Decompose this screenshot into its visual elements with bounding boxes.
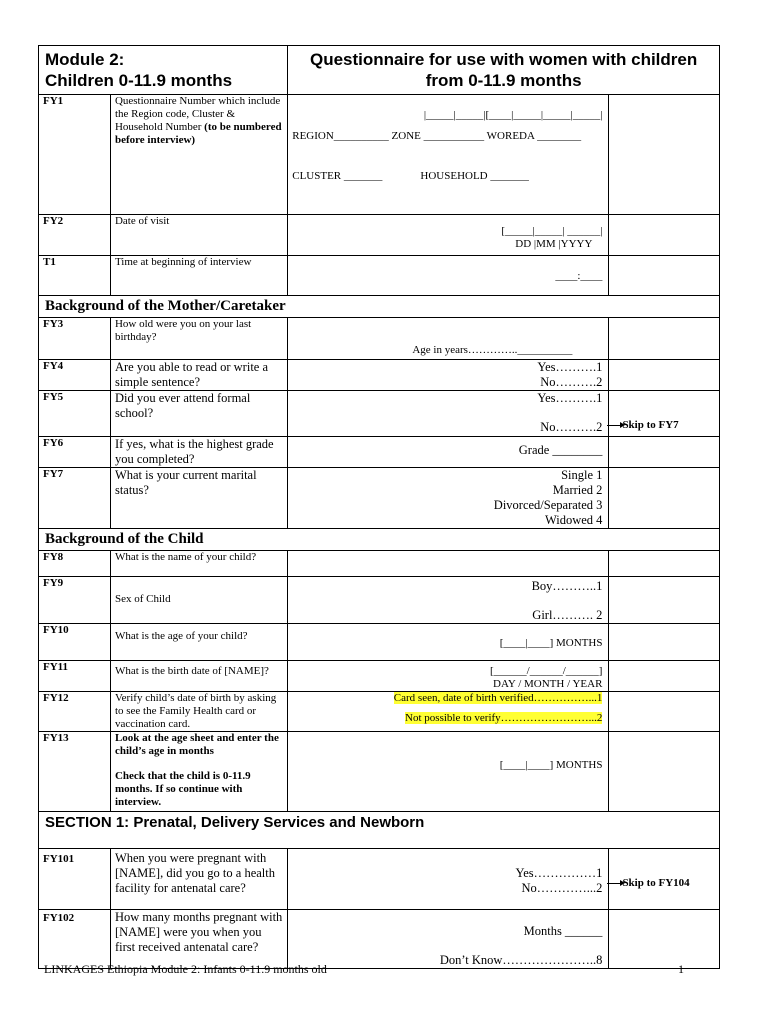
row-fy1 xyxy=(39,95,720,215)
row-fy4 xyxy=(39,360,720,391)
module-line-2: Children 0-11.9 months xyxy=(45,71,233,90)
answer-cell[interactable] xyxy=(288,692,609,732)
answer-cell[interactable] xyxy=(288,468,609,529)
question-code: FY3 xyxy=(39,318,111,360)
module-title xyxy=(39,46,288,95)
answer-cell[interactable] xyxy=(288,732,609,812)
skip-cell xyxy=(609,256,720,296)
row-fy3 xyxy=(39,318,720,360)
skip-cell xyxy=(609,215,720,256)
skip-cell xyxy=(609,318,720,360)
question-code: FY12 xyxy=(39,692,111,732)
answer-cell[interactable] xyxy=(288,577,609,624)
question-code: FY101 xyxy=(39,849,111,910)
question-text: Time at beginning of interview xyxy=(110,256,287,296)
grade-field[interactable]: Grade ________ xyxy=(518,443,603,457)
section-heading-1: SECTION 1: Prenatal, Delivery Services and Newborn xyxy=(39,812,720,849)
cluster-field[interactable]: CLUSTER _______ xyxy=(292,170,383,182)
question-bold: (to be numbered before interview) xyxy=(114,121,282,146)
section-heading-mother: Background of the Mother/Caretaker xyxy=(39,296,720,318)
question-text: When you were pregnant with [NAME], did you go to a health facility for antenatal care? xyxy=(110,849,287,910)
option-no[interactable]: No……….2 xyxy=(540,375,603,389)
page-footer xyxy=(44,962,684,977)
question-text xyxy=(110,661,287,692)
answer-cell[interactable] xyxy=(288,551,609,577)
questionnaire-table xyxy=(38,45,720,969)
instruction-check-age: Check that the child is 0-11.9 months. If so continue with interview. xyxy=(114,770,251,808)
option-dont-know[interactable]: Don’t Know…………………..8 xyxy=(439,953,603,967)
questionnaire-number-boxes[interactable]: |_____|_____|[____|_____|_____|_____| xyxy=(423,109,603,121)
skip-cell xyxy=(609,661,720,692)
skip-cell xyxy=(609,468,720,529)
skip-instruction: Skip to FY104 xyxy=(622,877,690,889)
date-boxes[interactable]: [_____|_____| ______| xyxy=(501,225,603,237)
title-line-1: Questionnaire for use with women with children xyxy=(309,50,698,69)
question-code: FY13 xyxy=(39,732,111,812)
skip-cell xyxy=(609,391,720,437)
option-not-possible[interactable]: Not possible to verify……………………...2 xyxy=(405,712,603,724)
question-plain: Questionnaire Number which include the Region code, Cluster & Household Number xyxy=(114,95,281,133)
age-months-field[interactable]: [____|____] MONTHS xyxy=(499,637,603,649)
row-fy10 xyxy=(39,624,720,661)
row-fy8 xyxy=(39,551,720,577)
skip-cell xyxy=(609,95,720,215)
row-fy13 xyxy=(39,732,720,812)
question-code: FY4 xyxy=(39,360,111,391)
title-line-2: from 0-11.9 months xyxy=(425,71,582,90)
question-label: What is the birth date of [NAME]? xyxy=(114,665,269,677)
skip-instruction: Skip to FY7 xyxy=(622,419,679,431)
answer-cell[interactable] xyxy=(288,437,609,468)
row-t1 xyxy=(39,256,720,296)
question-code: FY11 xyxy=(39,661,111,692)
row-fy7 xyxy=(39,468,720,529)
question-text: How many months pregnant with [NAME] were you when you first received antenatal care? xyxy=(110,910,287,969)
row-fy6 xyxy=(39,437,720,468)
question-text: Date of visit xyxy=(110,215,287,256)
row-fy2 xyxy=(39,215,720,256)
question-text xyxy=(110,732,287,812)
question-code: FY8 xyxy=(39,551,111,577)
answer-cell[interactable] xyxy=(288,360,609,391)
option-single[interactable]: Single 1 xyxy=(561,468,603,482)
months-field[interactable]: Months ______ xyxy=(523,924,603,938)
option-boy[interactable]: Boy………..1 xyxy=(531,579,603,593)
skip-cell xyxy=(609,360,720,391)
question-label: Sex of Child xyxy=(114,593,171,605)
age-months-field[interactable]: [____|____] MONTHS xyxy=(499,759,603,771)
question-text: If yes, what is the highest grade you completed? xyxy=(110,437,287,468)
answer-cell[interactable] xyxy=(288,910,609,969)
question-code: FY2 xyxy=(39,215,111,256)
answer-cell[interactable] xyxy=(288,661,609,692)
skip-cell xyxy=(609,732,720,812)
questionnaire-page xyxy=(38,45,720,969)
skip-arrow-icon xyxy=(607,425,621,426)
question-code: FY9 xyxy=(39,577,111,624)
question-code: FY10 xyxy=(39,624,111,661)
question-text xyxy=(110,95,287,215)
question-text: Are you able to read or write a simple sentence? xyxy=(110,360,287,391)
option-no[interactable]: No…………...2 xyxy=(521,881,603,895)
question-code: FY7 xyxy=(39,468,111,529)
age-field[interactable]: Age in years…………..__________ xyxy=(412,344,573,356)
row-fy102 xyxy=(39,910,720,969)
page-number: 1 xyxy=(678,962,684,976)
question-text: How old were you on your last birthday? xyxy=(110,318,287,360)
question-text: Verify child’s date of birth by asking to see the Family Health card or vaccination card. xyxy=(110,692,287,732)
option-widowed[interactable]: Widowed 4 xyxy=(544,513,603,527)
question-text xyxy=(110,577,287,624)
skip-cell xyxy=(609,551,720,577)
row-fy9 xyxy=(39,577,720,624)
option-girl[interactable]: Girl………. 2 xyxy=(532,608,603,622)
skip-cell xyxy=(609,577,720,624)
answer-cell[interactable] xyxy=(288,624,609,661)
birth-date-boxes[interactable]: [______/______/______] xyxy=(489,665,603,677)
instruction-enter-age: Look at the age sheet and enter the child’s age in months xyxy=(114,732,279,757)
answer-cell[interactable] xyxy=(288,215,609,256)
question-code: FY6 xyxy=(39,437,111,468)
answer-cell[interactable] xyxy=(288,95,609,215)
question-text: What is your current marital status? xyxy=(110,468,287,529)
question-text xyxy=(110,624,287,661)
answer-cell[interactable] xyxy=(288,391,609,437)
module-line-1: Module 2: xyxy=(45,50,125,69)
skip-cell xyxy=(609,910,720,969)
option-card-seen[interactable]: Card seen, date of birth verified……………...1 xyxy=(393,692,603,704)
option-no[interactable]: No……….2 xyxy=(540,420,603,434)
section-child-row xyxy=(39,529,720,551)
header-row xyxy=(39,46,720,95)
question-code: FY102 xyxy=(39,910,111,969)
skip-cell xyxy=(609,437,720,468)
skip-cell xyxy=(609,624,720,661)
section-heading-child: Background of the Child xyxy=(39,529,720,551)
answer-cell[interactable] xyxy=(288,849,609,910)
row-fy12 xyxy=(39,692,720,732)
row-fy101 xyxy=(39,849,720,910)
question-text: What is the name of your child? xyxy=(110,551,287,577)
questionnaire-title xyxy=(288,46,720,95)
option-married[interactable]: Married 2 xyxy=(552,483,603,497)
answer-cell[interactable] xyxy=(288,256,609,296)
question-code: FY1 xyxy=(39,95,111,215)
skip-cell xyxy=(609,692,720,732)
skip-cell xyxy=(609,849,720,910)
household-field[interactable]: HOUSEHOLD _______ xyxy=(420,170,529,182)
region-zone-woreda-field[interactable]: REGION__________ ZONE ___________ WOREDA ________ xyxy=(292,130,582,142)
section1-row xyxy=(39,812,720,849)
row-fy11 xyxy=(39,661,720,692)
option-divorced[interactable]: Divorced/Separated 3 xyxy=(493,498,603,512)
option-yes[interactable]: Yes……….1 xyxy=(537,360,603,374)
option-yes[interactable]: Yes……….1 xyxy=(537,391,603,405)
question-code: T1 xyxy=(39,256,111,296)
row-fy5 xyxy=(39,391,720,437)
option-yes[interactable]: Yes……………1 xyxy=(515,866,603,880)
birth-date-format: DAY / MONTH / YEAR xyxy=(493,678,603,690)
section-mother-row xyxy=(39,296,720,318)
skip-arrow-icon xyxy=(607,883,621,884)
footer-text: LINKAGES Ethiopia Module 2: Infants 0-11.9 months old xyxy=(44,962,327,976)
question-label: What is the age of your child? xyxy=(114,630,248,642)
question-text: Did you ever attend formal school? xyxy=(110,391,287,437)
time-field[interactable]: ____:____ xyxy=(555,270,603,282)
answer-cell[interactable] xyxy=(288,318,609,360)
date-format-label: DD |MM |YYYY xyxy=(515,238,593,250)
question-code: FY5 xyxy=(39,391,111,437)
